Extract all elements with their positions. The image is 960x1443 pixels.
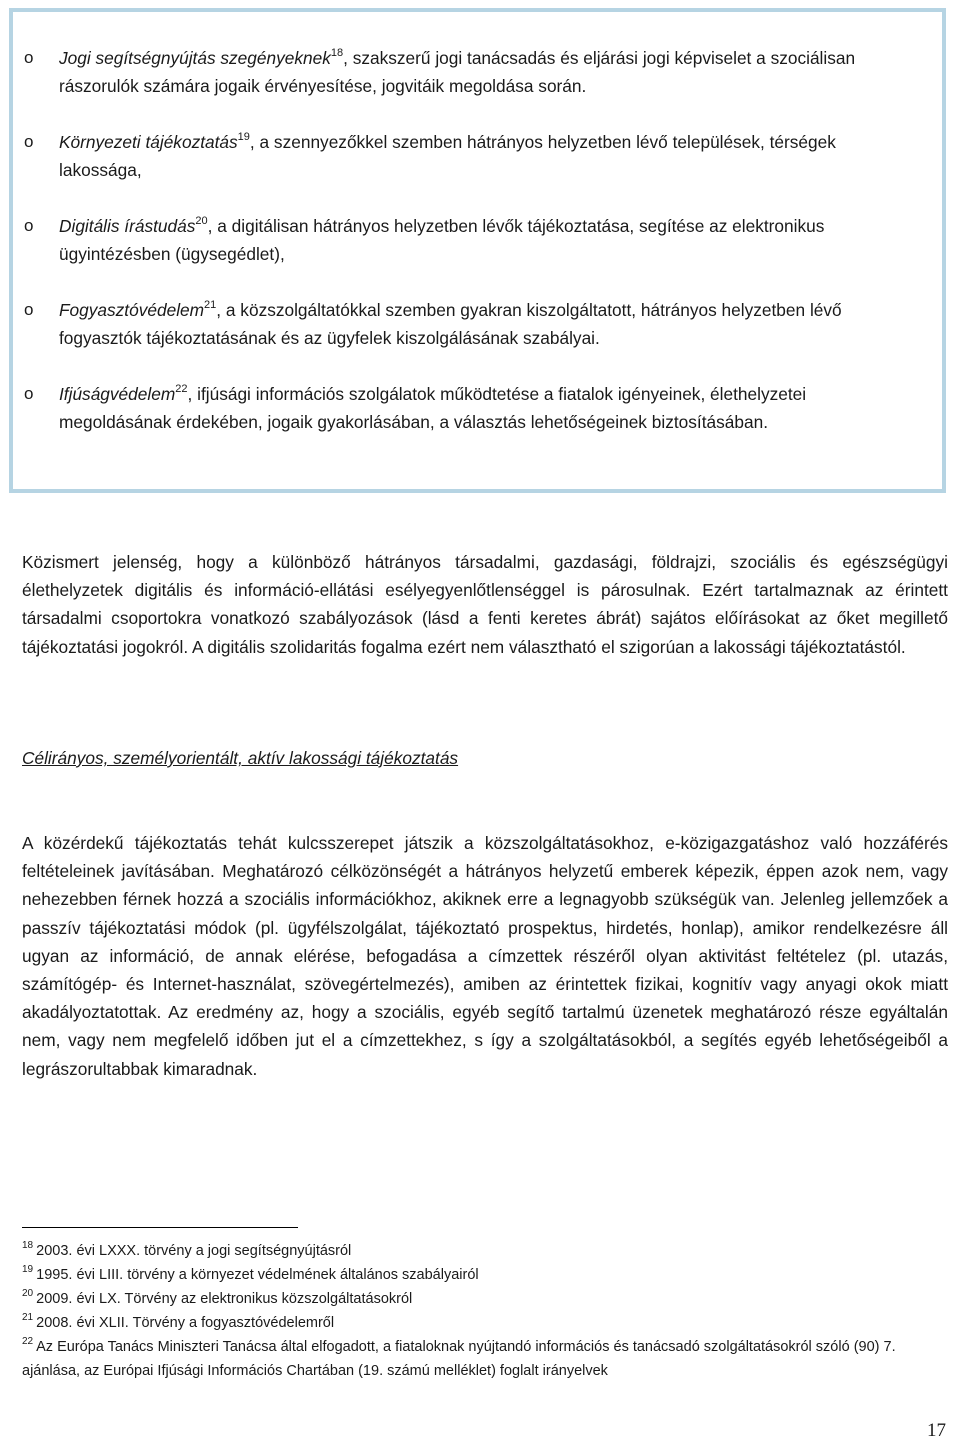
footnote xyxy=(22,1263,922,1287)
item-title: Digitális írástudás xyxy=(59,216,196,236)
list-item-text xyxy=(59,296,919,352)
footnote-ref[interactable]: 20 xyxy=(195,215,208,227)
footnote-ref[interactable]: 18 xyxy=(330,47,344,59)
bullet-marker: o xyxy=(24,384,34,403)
footnote xyxy=(22,1335,922,1383)
footnote-text: 1995. évi LIII. törvény a környezet védelmének általános szabályairól xyxy=(36,1267,479,1283)
footnote-number: 21 xyxy=(22,1312,34,1323)
footnote-separator xyxy=(22,1227,298,1228)
section-heading: Célirányos, személyorientált, aktív lakossági tájékoztatás xyxy=(22,748,459,768)
page-number: 17 xyxy=(927,1420,946,1441)
body-paragraph: Közismert jelenség, hogy a különböző hátrányos társadalmi, gazdasági, földrajzi, szociális és egészségügyi élethelyzetek digitális és információ-ellátási esélyegyenlőtlenséggel is párosulnak. Ezért tartalmaznak az érintett társadalmi csoportokra vonatkozó szabályozások (lásd a fenti keretes ábrát) sajátos előírásokat az őket megillető tájékoztatási jogokról. A digitális szolidaritás fogalma ezért nem választható el szigorúan a lakossági tájékoztatástól. xyxy=(22,552,948,657)
footnote xyxy=(22,1239,922,1263)
footnote-number: 19 xyxy=(22,1264,34,1275)
footnote-number: 20 xyxy=(22,1288,34,1299)
footnote-text: 2008. évi XLII. Törvény a fogyasztóvédelemről xyxy=(36,1315,335,1331)
footnote xyxy=(22,1287,922,1311)
footnote-text: 2003. évi LXXX. törvény a jogi segítségnyújtásról xyxy=(36,1243,352,1259)
item-description: , ifjúsági információs szolgálatok működtetése a fiatalok igényeinek, élethelyzetei megoldásának érdekében, jogaik gyakorlásában, a választás lehetőségeinek biztosításában. xyxy=(59,384,807,432)
item-title: Ifjúságvédelem xyxy=(59,384,176,404)
bullet-marker: o xyxy=(24,300,34,319)
bullet-marker: o xyxy=(24,48,34,67)
item-title: Jogi segítségnyújtás szegényeknek xyxy=(59,48,331,68)
footnote-ref[interactable]: 22 xyxy=(175,383,188,395)
footnote-number: 18 xyxy=(22,1240,34,1251)
item-description: , a szennyezőkkel szemben hátrányos helyzetben lévő települések, térségek lakossága, xyxy=(59,132,836,180)
item-title: Környezeti tájékoztatás xyxy=(59,132,238,152)
item-description: , a közszolgáltatókkal szemben gyakran kiszolgáltatott, hátrányos helyzetben lévő fogyasztók tájékoztatásának és az ügyfelek kiszolgálásának szabályai. xyxy=(59,300,842,348)
list-item-text xyxy=(59,380,919,436)
bullet-marker: o xyxy=(24,216,34,235)
footnote-ref[interactable]: 21 xyxy=(204,299,217,311)
footnote-text: Az Európa Tanács Miniszteri Tanácsa által elfogadott, a fiataloknak nyújtandó információs és tanácsadó szolgáltatásokról szóló (90) 7. ajánlása, az Európai Ifjúsági Információs Chartában (19. számú melléklet) foglalt irányelvek xyxy=(22,1339,896,1379)
footnotes xyxy=(22,1239,922,1383)
item-description: , a digitálisan hátrányos helyzetben lévők tájékoztatása, segítése az elektronikus ügyintézésben (ügysegédlet), xyxy=(59,216,825,264)
item-description: , szakszerű jogi tanácsadás és eljárási jogi képviselet a szociálisan rászorulók számára jogaik érvényesítése, jogvitáik megoldása során. xyxy=(59,48,856,96)
list-item-text xyxy=(59,212,919,268)
footnote-number: 22 xyxy=(22,1336,34,1347)
footnote xyxy=(22,1311,922,1335)
footnote-ref[interactable]: 19 xyxy=(237,131,250,143)
list-item-text xyxy=(59,44,919,100)
item-title: Fogyasztóvédelem xyxy=(59,300,205,320)
framed-box xyxy=(9,8,946,493)
body-paragraph: A közérdekű tájékoztatás tehát kulcsszerepet játszik a közszolgáltatásokhoz, e-közigazgatáshoz való hozzáférés feltételeinek javításában. Meghatározó célközönségét a hátrányos helyzetű emberek képezik, éppen azok nem, vagy nehezebben férnek hozzá a szociális információkhoz, akiknek erre a legnagyobb szükségük van. Jelenleg jellemzőek a passzív tájékoztatási módok (pl. ügyfélszolgálat, tájékoztató prospektus, hirdetés, honlap), amikor rendelkezésre áll ugyan az információ, de annak elérése, befogadása a címzettek részéről olyan aktivitást feltételez (pl. utazás, számítógép- és Internet-használat, szövegértelmezés), amiben az érintettek fizikai, kognitív vagy anyagi okok miatt akadályoztatottak. Az eredmény az, hogy a szociális, egyéb segítő tartalmú üzenetek meghatározó része egyáltalán nem, vagy nem megfelelő időben jut el a címzettekhez, s így a szolgáltatásokból, a segítés egyéb lehetőségeiből a legrászorultabbak kimaradnak. xyxy=(22,833,948,1079)
footnote-text: 2009. évi LX. Törvény az elektronikus közszolgáltatásokról xyxy=(36,1291,413,1307)
bullet-marker: o xyxy=(24,132,34,151)
list-item-text xyxy=(59,128,919,184)
